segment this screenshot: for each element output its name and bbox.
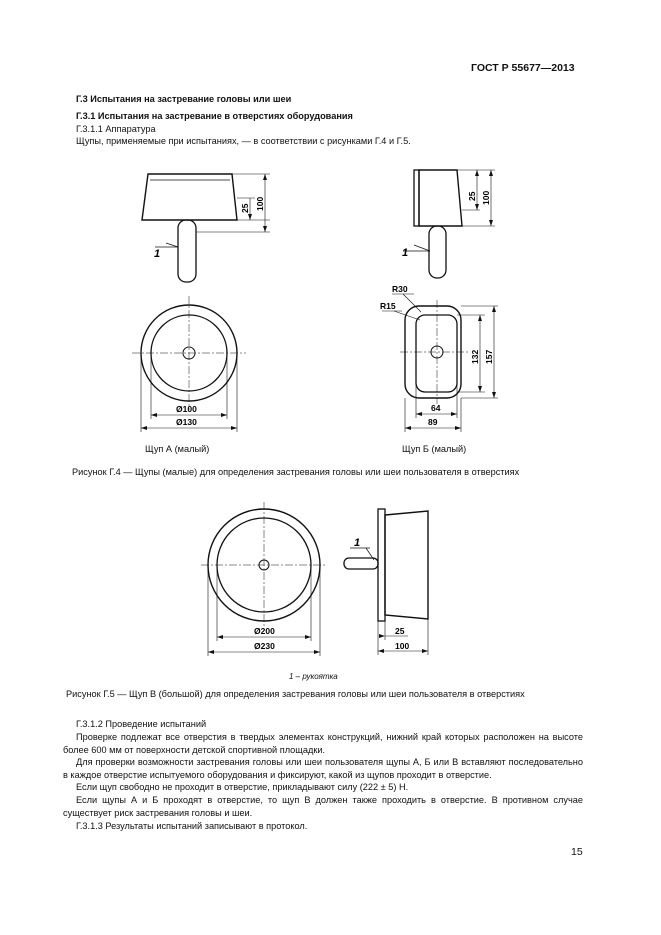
dim-c-w-total: 100 — [395, 641, 410, 651]
figure-5-caption: Рисунок Г.5 — Щуп В (большой) для определения застревания головы или шеи пользователя в отверстиях — [66, 689, 525, 699]
dim-b-r15: R15 — [380, 301, 396, 311]
paragraph-3: Если щуп свободно не проходит в отверстие, прикладывают силу (222 ± 5) Н. — [76, 782, 409, 792]
section-heading-g313: Г.3.1.3 Результаты испытаний записывают в протокол. — [76, 821, 308, 831]
dim-b-top: 25 — [467, 191, 477, 201]
figure-5-legend: 1 – рукоятка — [289, 672, 338, 681]
dim-b-h-outer: 157 — [484, 349, 494, 364]
dim-a-d-inner: Ø100 — [176, 404, 197, 414]
dim-c-w-small: 25 — [395, 626, 405, 636]
label-1-probe-b: 1 — [402, 247, 409, 259]
dim-b-w-outer: 89 — [428, 417, 438, 427]
paragraph-2: Для проверки возможности застревания головы или шеи пользователя щупы А, Б или В вставляют последовательно в каждое отверстие испытуемого оборудования и фиксируют, какой из щупов проходит в отверстие. — [63, 757, 583, 780]
page-number: 15 — [571, 846, 583, 858]
dim-a-top: 25 — [240, 203, 250, 213]
probe-b-side-view — [403, 170, 495, 278]
section-heading-g3: Г.3 Испытания на застревание головы или шеи — [76, 94, 292, 104]
dim-c-d-outer: Ø230 — [254, 641, 275, 651]
label-1-probe-c: 1 — [354, 537, 361, 549]
section-heading-g311: Г.3.1.1 Аппаратура — [76, 124, 156, 134]
probe-b-caption: Щуп Б (малый) — [402, 444, 467, 454]
dim-b-w-inner: 64 — [431, 403, 441, 413]
section-text-g311: Щупы, применяемые при испытаниях, — в соответствии с рисунками Г.4 и Г.5. — [76, 136, 411, 146]
section-heading-g312: Г.3.1.2 Проведение испытаний — [76, 719, 207, 729]
paragraph-1: Проверке подлежат все отверстия в твердых элементах конструкций, нижний край которых расположен на высоте более 600 мм от поверхности детской спортивной площадки. — [63, 732, 583, 755]
probe-a-caption: Щуп А (малый) — [145, 444, 210, 454]
probe-a-side-view — [142, 174, 270, 282]
label-1-probe-a: 1 — [154, 248, 161, 260]
dim-a-height: 100 — [255, 196, 265, 211]
dim-a-d-outer: Ø130 — [176, 417, 197, 427]
probe-c-side-view — [344, 509, 428, 655]
paragraph-4: Если щупы А и Б проходят в отверстие, то щуп В должен также проходить в отверстие. В противном случае существует риск застревания головы и шеи. — [63, 795, 583, 818]
dim-b-height: 100 — [481, 190, 491, 205]
dim-b-r30: R30 — [392, 284, 408, 294]
dim-b-h-inner: 132 — [470, 349, 480, 364]
document-header: ГОСТ Р 55677—2013 — [471, 62, 575, 74]
figure-4-caption: Рисунок Г.4 — Щупы (малые) для определения застревания головы или шеи пользователя в отверстиях — [72, 467, 520, 477]
section-heading-g31: Г.3.1 Испытания на застревание в отверстиях оборудования — [76, 111, 353, 121]
dim-c-d-inner: Ø200 — [254, 626, 275, 636]
